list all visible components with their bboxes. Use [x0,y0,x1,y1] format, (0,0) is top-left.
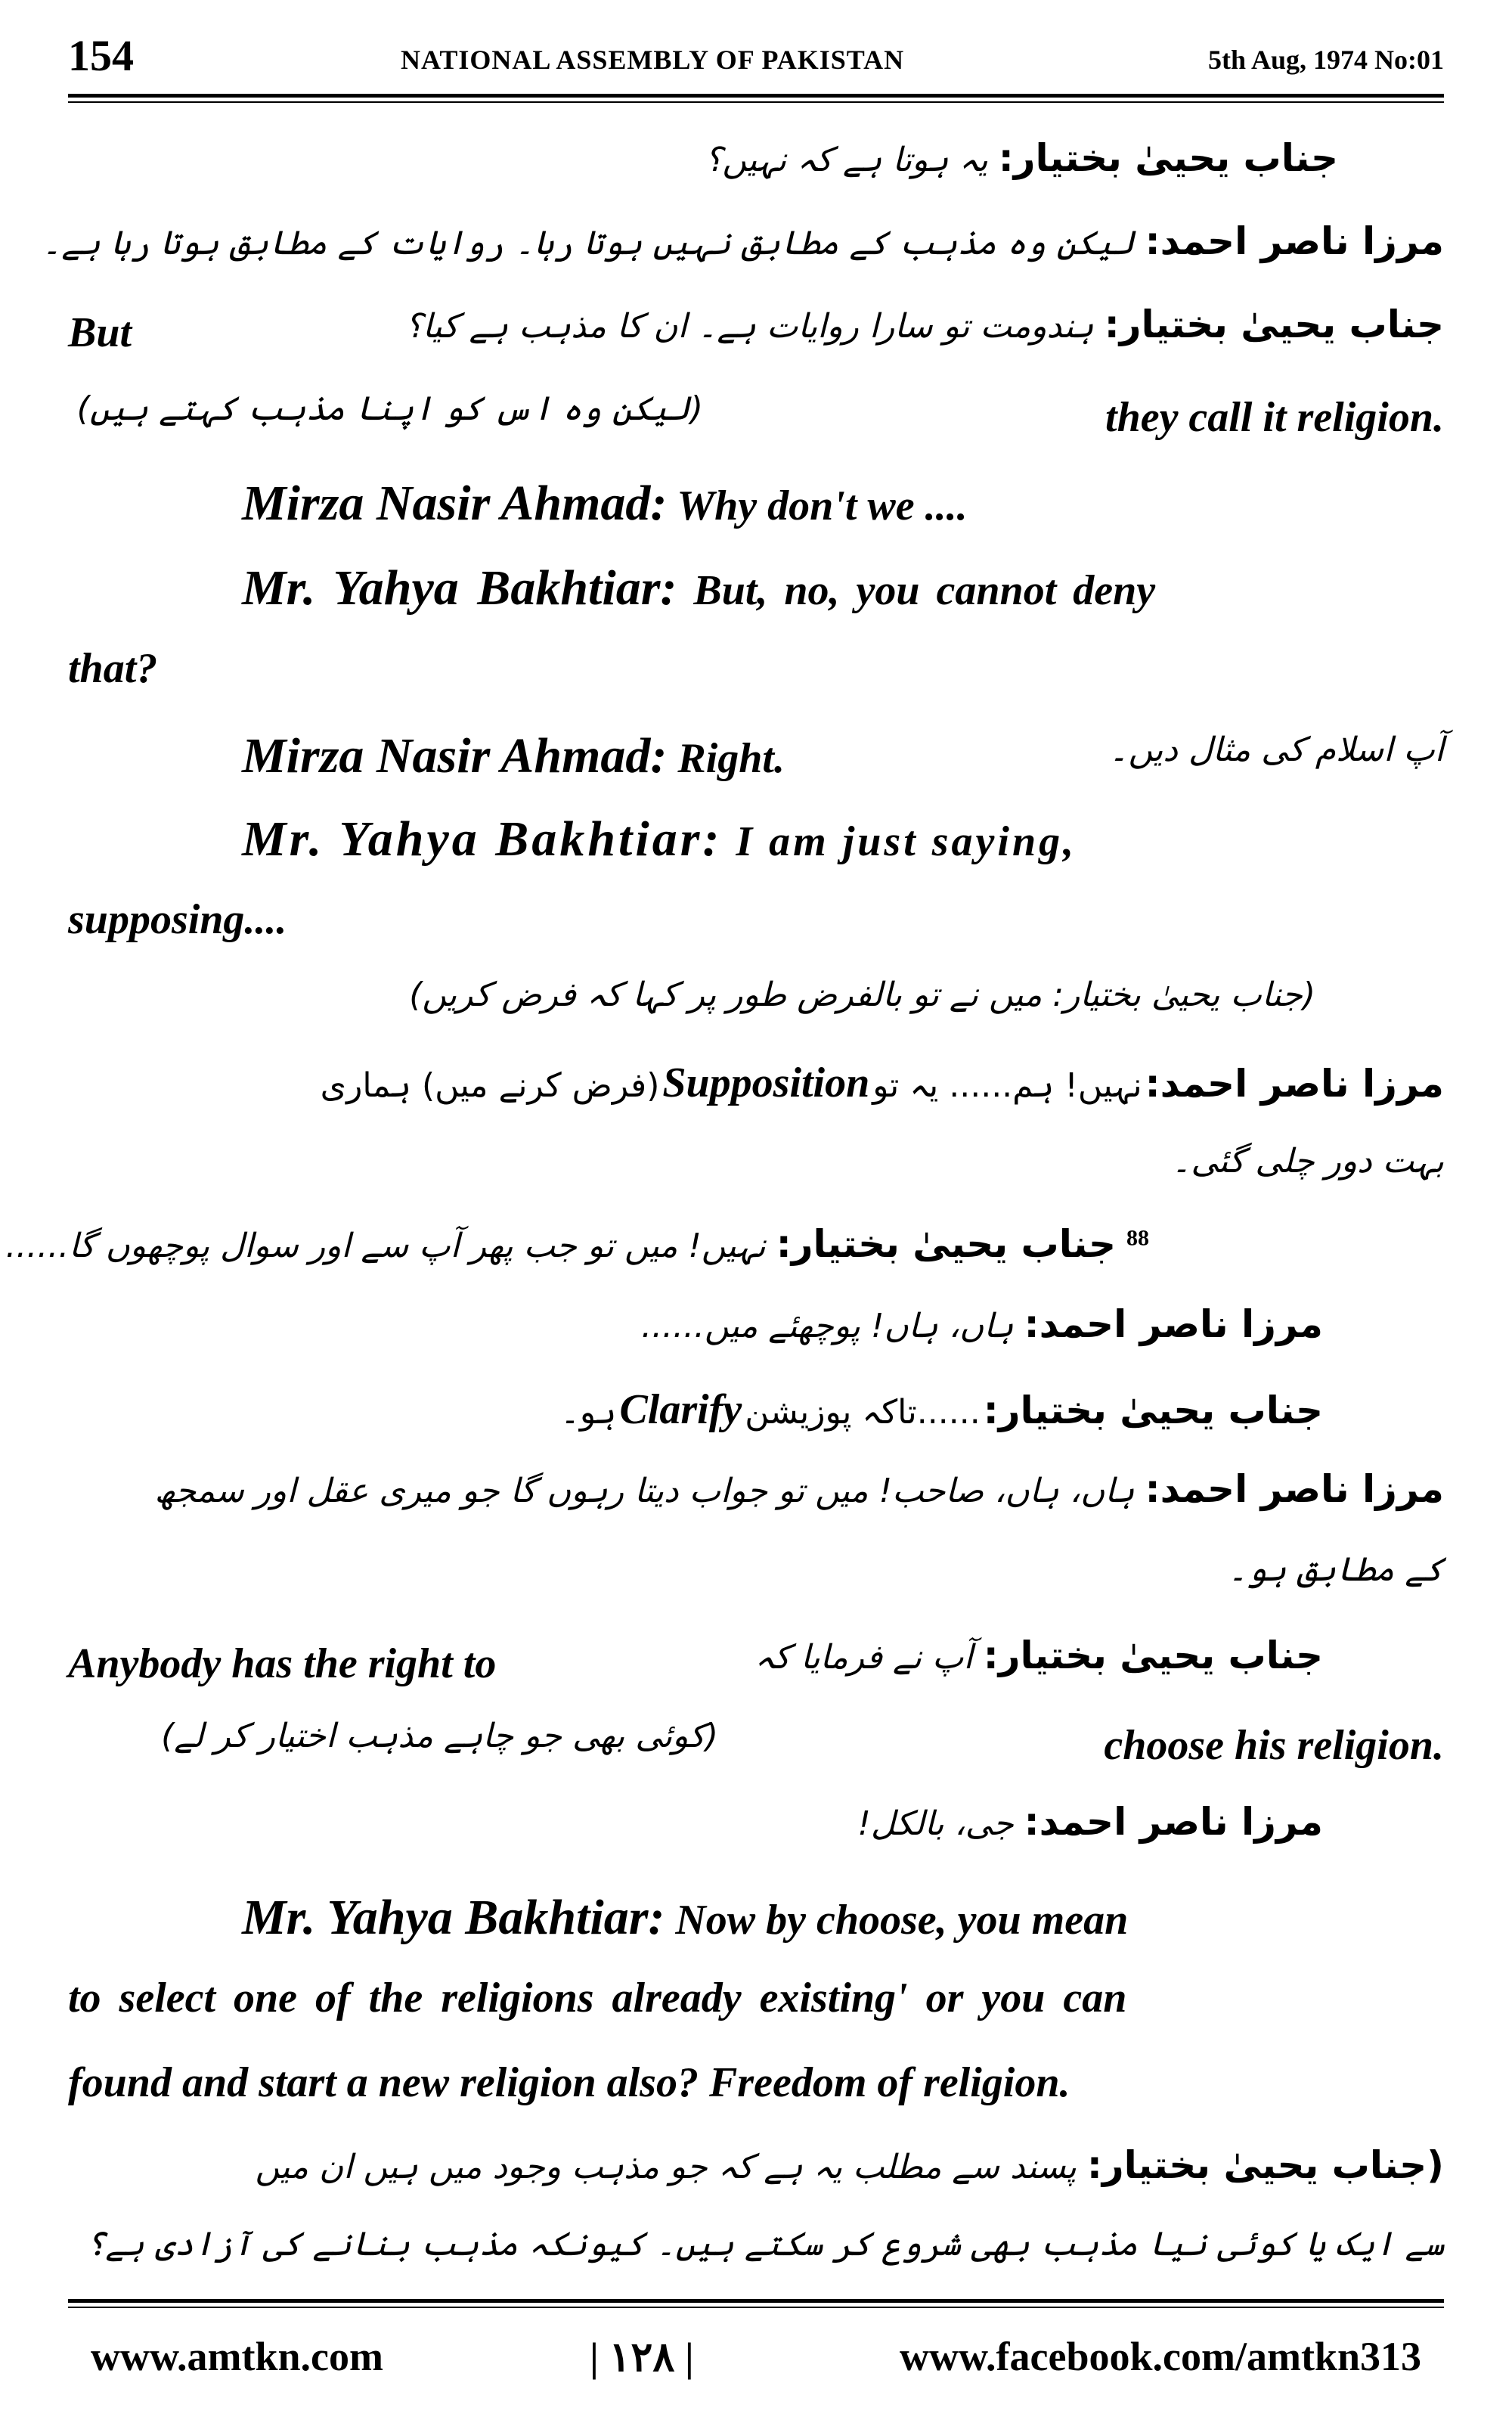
urdu-text: بہت دور چلی گئی۔ [1171,1142,1444,1181]
footer-page-marker: | ۱۲۸ | [590,2335,694,2380]
transcript-line [242,811,1077,868]
english-text: Right. [677,735,785,782]
english-text: But [68,309,132,356]
english-text: Supposition [662,1060,870,1106]
transcript-line [754,1634,1323,1677]
speaker-label: Mr. Yahya Bakhtiar: [242,811,723,867]
english-text: Now by choose, you mean [675,1897,1129,1944]
speaker-label: مرزا ناصر احمد: [1024,1302,1323,1346]
speaker-label: مرزا ناصر احمد: [1145,1467,1444,1511]
header-title: NATIONAL ASSEMBLY OF PAKISTAN [401,45,905,75]
english-text: But, no, you cannot deny [693,567,1156,614]
footer-website-link[interactable]: www.amtkn.com [91,2334,383,2379]
speaker-label: Mirza Nasir Ahmad: [242,728,668,783]
page-footer [68,2333,1444,2394]
urdu-translation: (لیکن وہ اس کو اپنا مذہب کہتے ہیں) [76,389,703,428]
transcript-line [641,1302,1323,1346]
transcript-line [321,1059,1444,1107]
urdu-text: (جناب یحییٰ بختیار: میں نے تو بالفرض طور پر کہا کہ فرض کریں) [409,976,1315,1014]
urdu-text: جی، بالکل! [857,1804,1014,1843]
speaker-label: جناب یحییٰ بختیار: [1104,302,1444,346]
english-text: choose his religion. [1104,1722,1444,1769]
english-text: Why don't we .... [677,482,968,529]
transcript-line [242,560,1155,617]
speaker-label: Mirza Nasir Ahmad: [242,476,668,531]
english-text: to select one of the religions already existing' or you can [68,1975,1127,2021]
transcript-line [242,728,785,785]
page-number: 154 [68,31,134,80]
speaker-label: Mr. Yahya Bakhtiar: [242,560,677,616]
english-text: Anybody has the right to [68,1640,497,1687]
footnote-marker: 88 [1126,1225,1149,1251]
english-text: that? [68,645,158,692]
urdu-text: نہیں! میں تو جب پھر آپ سے اور سوال پوچھوں گا...... [5,1227,766,1265]
speaker-label: Mr. Yahya Bakhtiar: [242,1890,665,1945]
urdu-translation: (کوئی بھی جو چاہے مذہب اختیار کر لے) [161,1717,718,1755]
urdu-text: کے مطابق ہو۔ [1228,1550,1444,1589]
urdu-text: پسند سے مطلب یہ ہے کہ جو مذہب وجود میں ہیں ان میں [255,2148,1077,2186]
transcript-line [256,2143,1444,2187]
english-text: I am just saying, [736,818,1077,865]
footer-rule [68,2299,1444,2303]
urdu-text: ہاں، ہاں! پوچھئے میں...... [641,1307,1014,1345]
speaker-label: جناب یحییٰ بختیار: [998,136,1338,180]
urdu-text: یہ ہوتا ہے کہ نہیں؟ [705,141,988,179]
transcript-line [154,1467,1444,1511]
header-rule [68,94,1444,98]
urdu-text: آپ نے فرمایا کہ [754,1638,973,1677]
speaker-label: مرزا ناصر احمد: [1145,1062,1444,1106]
transcript-line [857,1800,1323,1844]
transcript-line [242,1889,1128,1947]
urdu-text: ......تاکہ پوزیشن [745,1393,981,1432]
english-text: Clarify [619,1386,742,1433]
urdu-text: (فرض کرنے میں) ہماری [320,1066,660,1105]
speaker-label: جناب یحییٰ بختیار: [983,1388,1323,1432]
speaker-label: مرزا ناصر احمد: [1145,219,1444,263]
speaker-label: جناب یحییٰ بختیار: [776,1222,1116,1266]
english-text: they call it religion. [1105,394,1444,441]
header-date: 5th Aug, 1974 No:01 [1207,45,1444,75]
speaker-label: (جناب یحییٰ بختیار: [1086,2143,1444,2187]
footer-facebook-link[interactable]: www.facebook.com/amtkn313 [900,2334,1421,2379]
english-text: supposing.... [68,896,287,943]
page-header [68,30,1444,91]
urdu-text: سے ایک یا کوئی نیا مذہب بھی شروع کر سکتے ہیں۔ کیونکہ مذہب بنانے کی آزادی ہے؟ [85,2225,1444,2263]
urdu-text: ہاں، ہاں، صاحب! میں تو جواب دیتا رہوں گا جو میری عقل اور سمجھ [154,1472,1135,1510]
urdu-text: ہو۔ [560,1393,617,1432]
transcript-line [242,475,968,532]
speaker-label: جناب یحییٰ بختیار: [983,1634,1323,1677]
urdu-text: آپ اسلام کی مثال دیں۔ [1108,731,1444,769]
transcript-line [5,1222,1149,1266]
english-text: found and start a new religion also? Freedom of religion. [68,2059,1070,2106]
urdu-text: نہیں! ہم...... یہ تو [872,1066,1142,1105]
urdu-text: ہندومت تو سارا روایات ہے۔ ان کا مذہب ہے کیا؟ [404,307,1094,346]
header-rule-thin [68,101,1444,103]
transcript-line [560,1385,1323,1434]
footer-rule-thin [68,2307,1444,2308]
transcript-line [42,219,1444,263]
urdu-text: لیکن وہ مذہب کے مطابق نہیں ہوتا رہا۔ روایات کے مطابق ہوتا رہا ہے۔ [42,224,1135,262]
transcript-line [705,136,1338,180]
transcript-line [405,302,1444,346]
speaker-label: مرزا ناصر احمد: [1024,1800,1323,1844]
